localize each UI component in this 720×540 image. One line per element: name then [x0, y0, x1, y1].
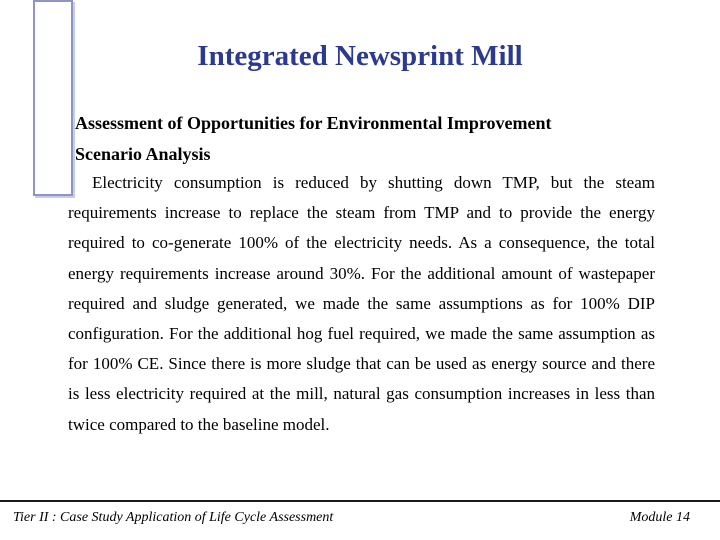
footer-module-label: Module 14 [629, 510, 690, 525]
footer-course-title: Tier II : Case Study Application of Life Cycle Assessment [13, 510, 334, 525]
decorative-accent-bar [33, 0, 73, 196]
footer-divider [0, 500, 720, 502]
slide-subtitle-assessment: Assessment of Opportunities for Environmental Improvement [75, 113, 552, 133]
slide-subtitle-scenario: Scenario Analysis [75, 144, 211, 164]
slide-title: Integrated Newsprint Mill [197, 40, 523, 72]
slide-body-paragraph: Electricity consumption is reduced by shutting down TMP, but the steam requirements increase to replace the steam from TMP and to provide the energy required to co-generate 100% of the electricity needs. As a consequence, the total energy requirements increase around 30%. For the additional amount of wastepaper required and sludge generated, we made the same assumptions as for 100% DIP configuration. For the additional hog fuel required, we made the same assumption as for 100% CE. Since there is more sludge that can be used as energy source and there is less electricity required at the mill, natural gas consumption increases in less than twice compared to the baseline model. [68, 173, 655, 434]
